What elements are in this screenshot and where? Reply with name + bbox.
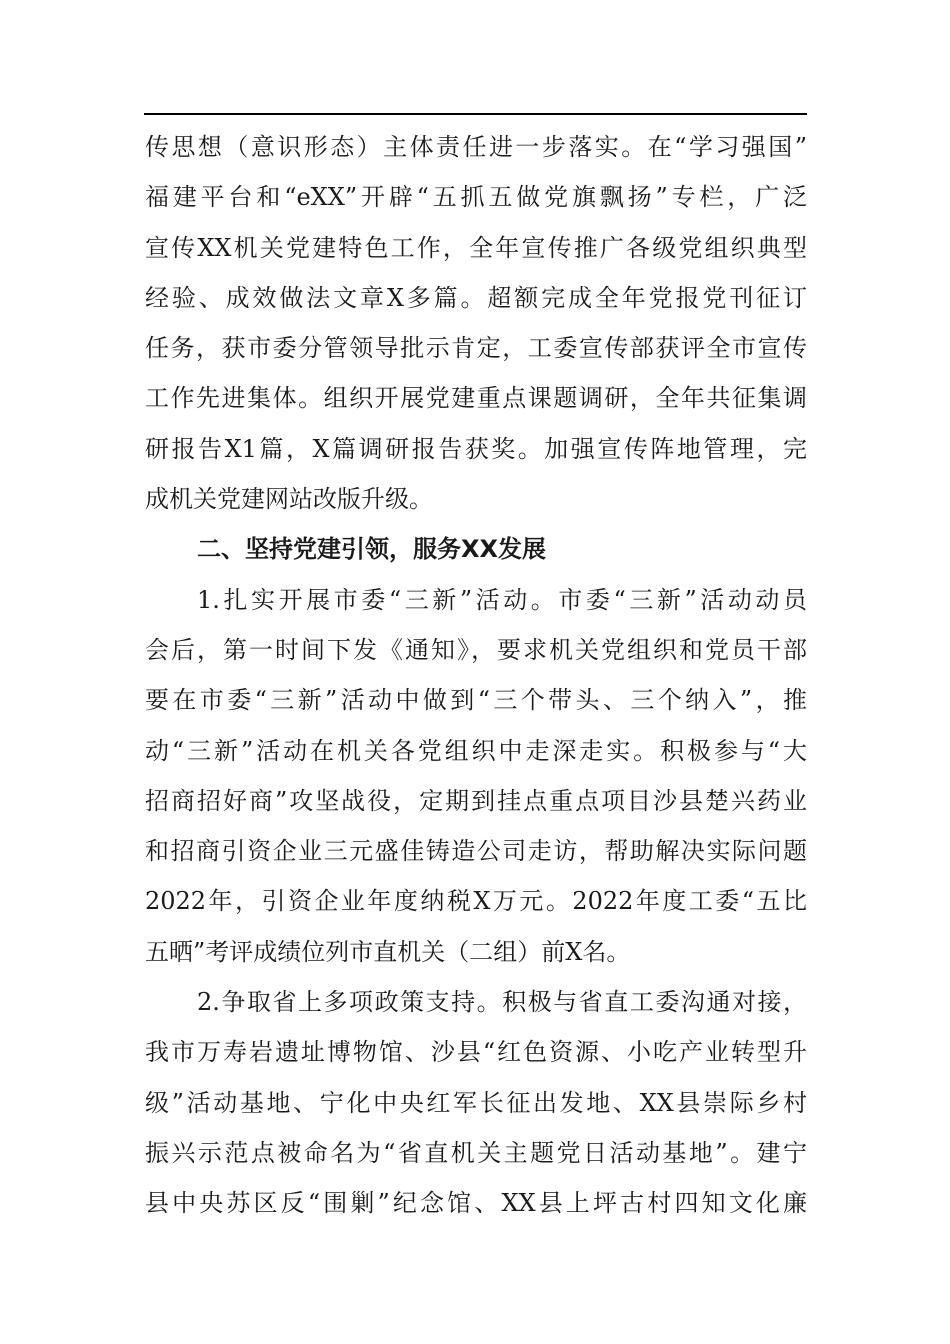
text-line: 2.争取省上多项政策支持。积极与省直工委沟通对接，	[197, 988, 807, 1017]
text-line: 振兴示范点被命名为“省直机关主题党日活动基地”。建宁	[145, 1138, 807, 1167]
text-line: 2022年，引资企业年度纳税X万元。2022年度工委“五比	[145, 887, 807, 916]
text-line: 成机关党建网站改版升级。	[145, 485, 433, 514]
text-line: 招商招好商”攻坚战役，定期到挂点重点项目沙县楚兴药业	[145, 786, 807, 815]
document-body	[145, 122, 807, 1229]
text-line: 要在市委“三新”活动中做到“三个带头、三个纳入”，推	[145, 686, 807, 715]
text-line: 五晒”考评成绩位列市直机关（二组）前X名。	[145, 937, 631, 966]
text-line: 1.扎实开展市委“三新”活动。市委“三新”活动动员	[197, 585, 807, 614]
text-line: 我市万寿岩遗址博物馆、沙县“红色资源、小吃产业转型升	[145, 1038, 807, 1067]
text-line: 研报告X1篇，X篇调研报告获奖。加强宣传阵地管理，完	[145, 434, 807, 463]
text-line: 任务，获市委分管领导批示肯定，工委宣传部获评全市宣传	[145, 334, 807, 363]
text-line: 传思想（意识形态）主体责任进一步落实。在“学习强国”	[145, 133, 807, 161]
text-line: 工作先进集体。组织开展党建重点课题调研，全年共征集调	[145, 384, 807, 413]
paragraph-provincial-support	[145, 977, 807, 1228]
text-line: 县中央苏区反“围剿”纪念馆、XX县上坪古村四知文化廉	[145, 1189, 807, 1218]
section-heading-text: 二、坚持党建引领，服务XX发展	[197, 535, 547, 564]
text-line: 动“三新”活动在机关各党组织中走深走实。积极参与“大	[145, 736, 807, 765]
text-line: 级”活动基地、宁化中央红军长征出发地、XX县崇际乡村	[145, 1088, 807, 1117]
text-line: 福建平台和“eXX”开辟“五抓五做党旗飘扬”专栏，广泛	[145, 183, 807, 212]
text-line: 经验、成效做法文章X多篇。超额完成全年党报党刊征订	[145, 283, 807, 312]
header-rule	[144, 113, 807, 115]
text-line: 会后，第一时间下发《通知》，要求机关党组织和党员干部	[145, 635, 807, 664]
section-heading	[145, 524, 807, 574]
paragraph-three-new-activity	[145, 575, 807, 977]
paragraph-propaganda	[145, 122, 807, 524]
text-line: 宣传XX机关党建特色工作，全年宣传推广各级党组织典型	[145, 233, 807, 262]
text-line: 和招商引资企业三元盛佳铸造公司走访，帮助解决实际问题	[145, 837, 807, 866]
